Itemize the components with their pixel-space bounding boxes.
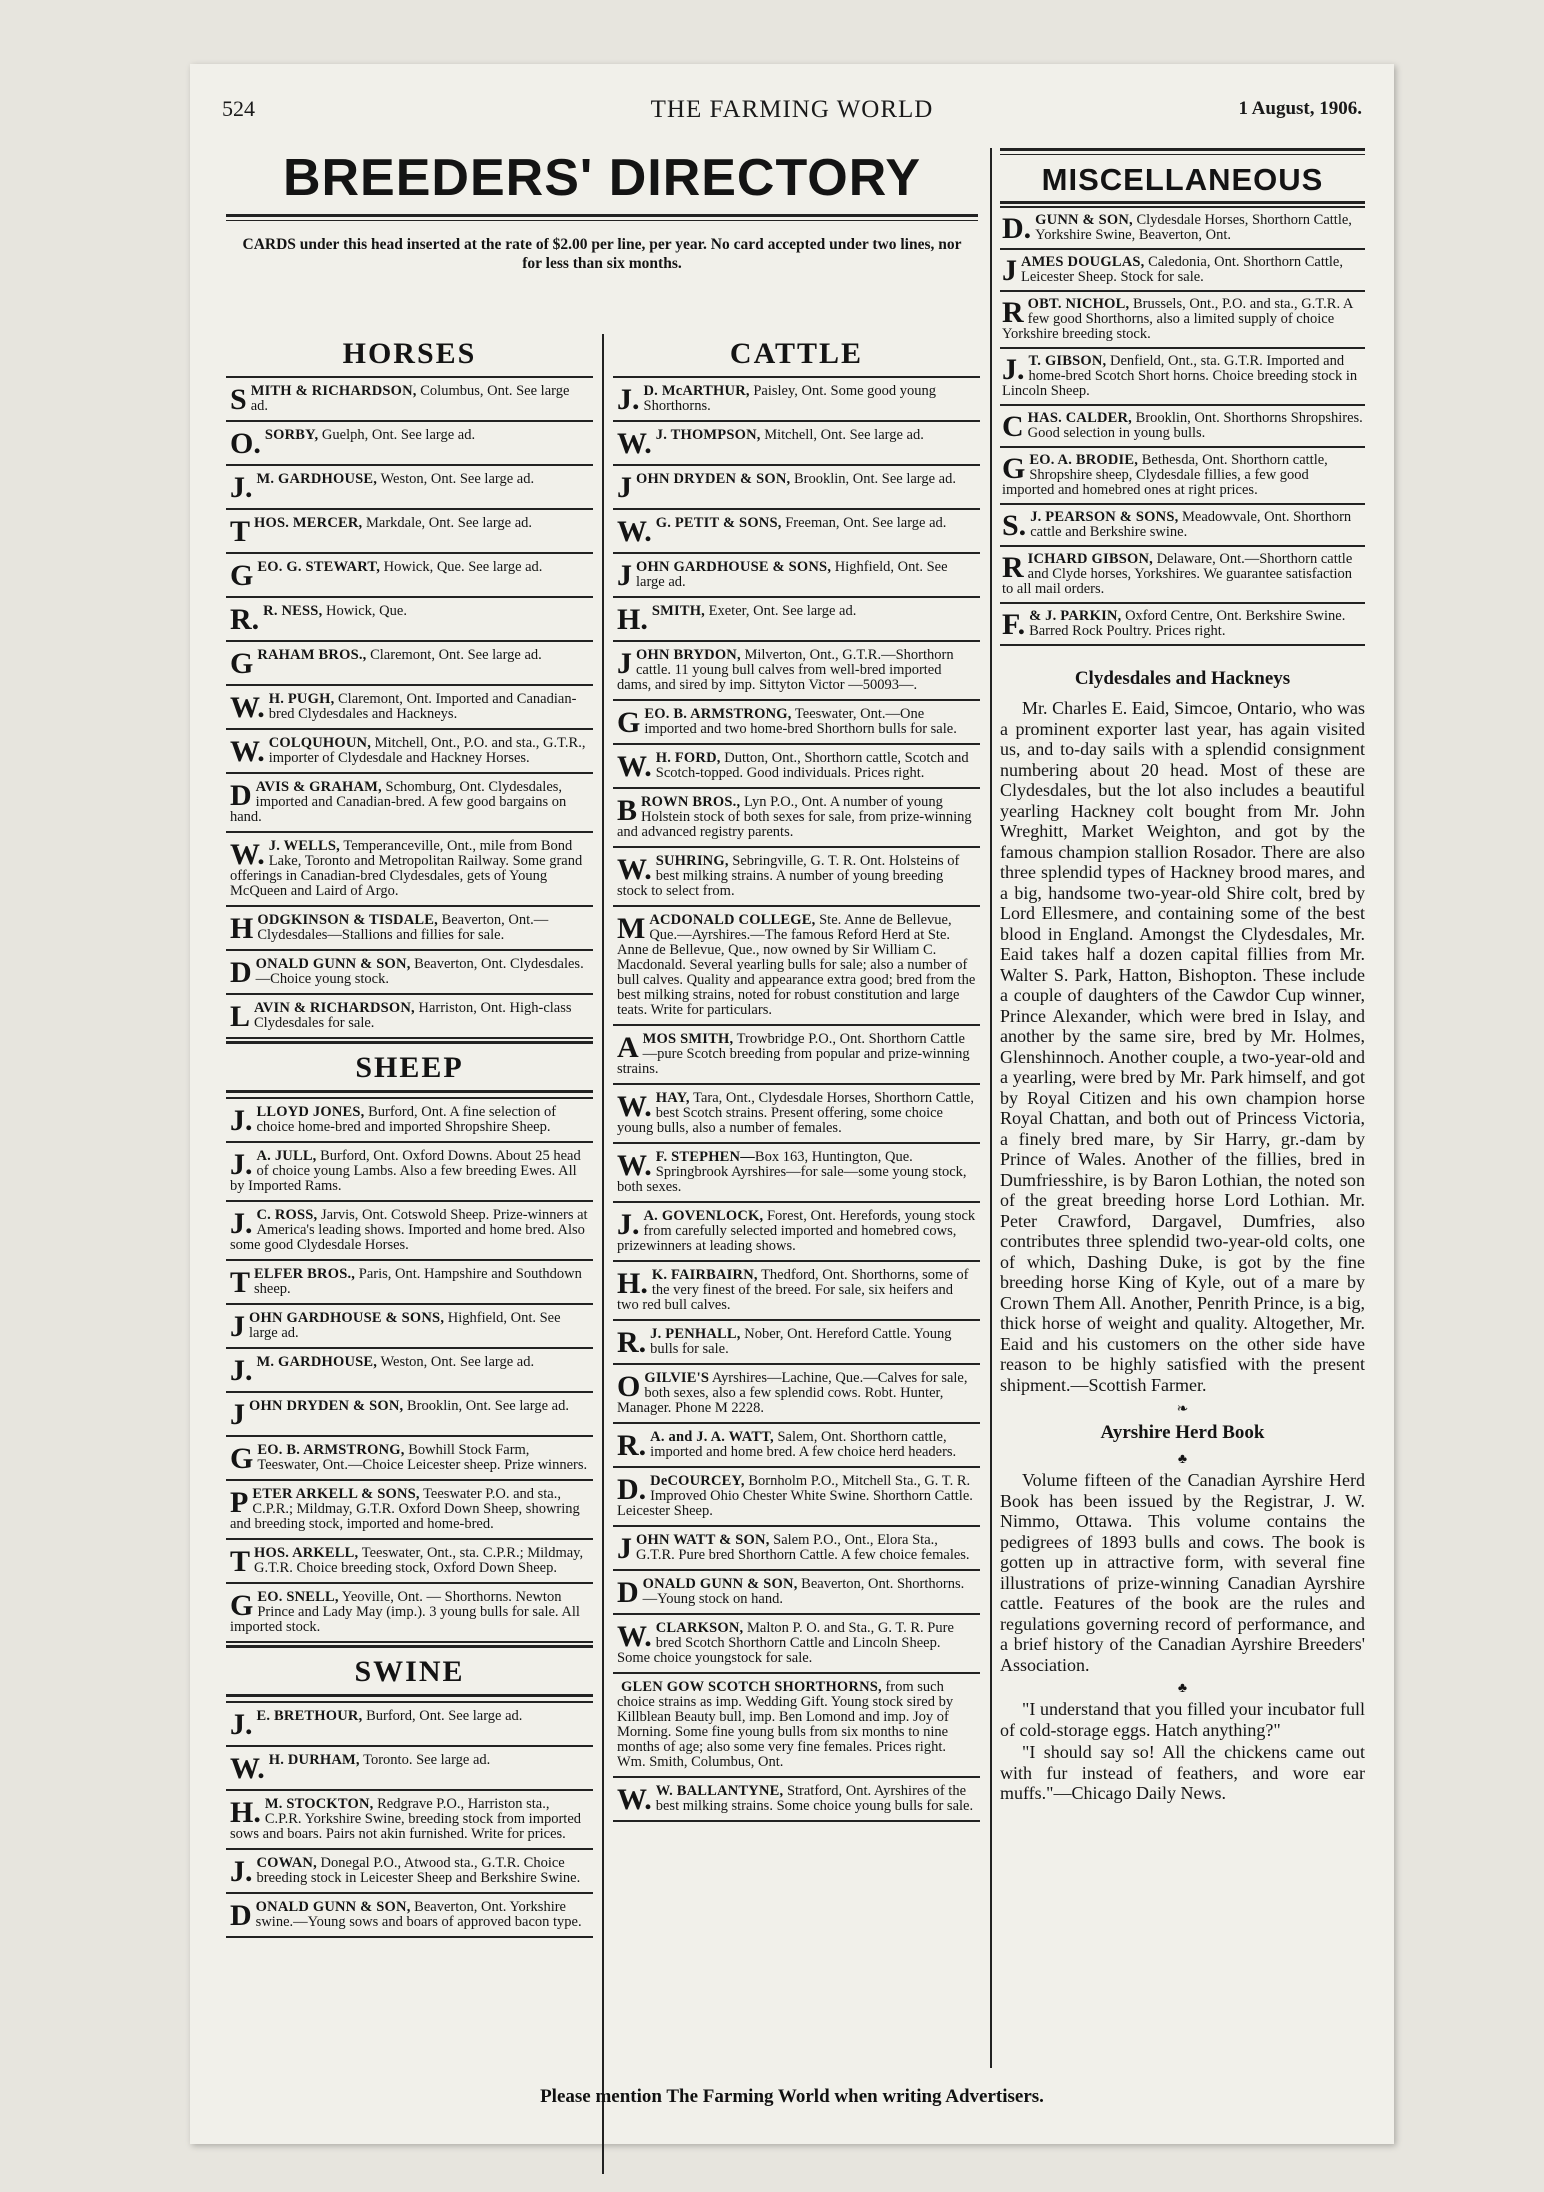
miscellaneous-column	[1000, 148, 1365, 1806]
directory-rates-note: CARDS under this head inserted at the rate of $2.00 per line, per year. No card accepted under two lines, nor for less than six months.	[242, 236, 962, 272]
ad-text: Meadowvale, Ont. Shorthorn cattle and Berkshire swine.	[1030, 509, 1352, 540]
horses-ad	[226, 422, 593, 466]
ad-initial: D.	[617, 1473, 647, 1506]
cattle-ad	[613, 1321, 980, 1365]
ad-initial: R.	[230, 603, 260, 636]
ad-name: M. STOCKTON,	[264, 1796, 374, 1812]
ad-name: OHN WATT & SON,	[636, 1532, 770, 1548]
cattle-ad	[613, 789, 980, 848]
cattle-ad	[613, 1026, 980, 1085]
ad-initial: T	[230, 1545, 251, 1578]
ad-name: ONALD GUNN & SON,	[642, 1576, 798, 1592]
ornament-icon: ❧	[1176, 1402, 1189, 1417]
miscellaneous-heading: MISCELLANEOUS	[1000, 161, 1365, 204]
column-divider-main	[990, 148, 992, 2068]
ad-initial: J.	[617, 1208, 640, 1241]
cattle-ad	[613, 598, 980, 642]
ad-initial: G	[230, 559, 254, 592]
horses-ads	[226, 376, 593, 1039]
ad-text: Howick, Que.	[322, 603, 407, 619]
ad-text: Beaverton, Ont. Yorkshire swine.—Young sows and boars of approved bacon type.	[255, 1899, 582, 1930]
ad-text: Weston, Ont. See large ad.	[377, 1354, 535, 1370]
ad-name: M. GARDHOUSE,	[256, 471, 378, 487]
ad-name: EO. A. BRODIE,	[1029, 452, 1139, 468]
ad-initial: R.	[617, 1326, 647, 1359]
cattle-ads	[613, 376, 980, 1822]
ad-initial: G	[1002, 452, 1026, 485]
ad-name: MITH & RICHARDSON,	[250, 383, 417, 399]
sheep-heading: SHEEP	[226, 1041, 593, 1093]
cattle-ad	[613, 1571, 980, 1615]
ad-name: ONALD GUNN & SON,	[255, 1899, 411, 1915]
ad-initial: W.	[617, 750, 652, 783]
breeders-directory	[226, 148, 978, 1932]
title-rule	[226, 214, 978, 221]
ad-text: Stratford, Ont. Ayrshires of the best milking strains. Some choice young bulls for sale.	[655, 1783, 974, 1814]
horses-ad	[226, 376, 593, 422]
swine-heading: SWINE	[226, 1645, 593, 1697]
ad-name: ROWN BROS.,	[641, 794, 741, 810]
ad-name: & J. PARKIN,	[1029, 608, 1122, 624]
anecdote-question: "I understand that you filled your incubator full of cold-storage eggs. Hatch anything?"	[1000, 1699, 1365, 1740]
ad-name: AVIN & RICHARDSON,	[254, 1000, 415, 1016]
issue-date: 1 August, 1906.	[1238, 98, 1362, 119]
cattle-ad	[613, 701, 980, 745]
cattle-ad	[613, 1424, 980, 1468]
ad-text: Bornholm P.O., Mitchell Sta., G. T. R. Improved Ohio Chester White Swine. Shorthorn Cattle. Leicester Sheep.	[617, 1473, 973, 1519]
ad-initial: B	[617, 794, 638, 827]
ad-initial: C	[1002, 410, 1024, 443]
ad-text: Donegal P.O., Atwood sta., G.T.R. Choice breeding stock in Leicester Sheep and Berkshire Swine.	[256, 1855, 581, 1886]
ornament-icon-small: ♣	[1177, 1452, 1188, 1467]
ad-text: Teeswater P.O. and sta., C.P.R.; Mildmay, G.T.R. Oxford Down Sheep, showring and breeding stock, imported and home-bred.	[230, 1486, 580, 1532]
ad-initial: J.	[230, 1104, 253, 1137]
ad-name: EO. B. ARMSTRONG,	[257, 1442, 405, 1458]
ad-initial: J.	[230, 1855, 253, 1888]
ad-initial: J.	[1002, 353, 1025, 386]
ad-name: E. BRETHOUR,	[256, 1708, 363, 1724]
ad-initial: H.	[230, 1796, 261, 1829]
ad-initial: W.	[230, 691, 265, 724]
ad-initial: J.	[230, 1148, 253, 1181]
cattle-ad	[613, 1262, 980, 1321]
ad-text: Clydesdale Horses, Shorthorn Cattle, Yorkshire Swine, Beaverton, Ont.	[1035, 212, 1352, 243]
ad-text: Forest, Ont. Herefords, young stock from carefully selected imported and homebred cows, prizewinners at leading shows.	[617, 1208, 976, 1254]
ad-text: Jarvis, Ont. Cotswold Sheep. Prize-winners at America's leading shows. Imported and home bred. Also some good Clydesdale Horses.	[230, 1207, 588, 1253]
ad-initial: L	[230, 1000, 251, 1033]
article-clydesdales-title: Clydesdales and Hackneys	[1074, 668, 1291, 689]
ad-text: Brooklin, Ont. Shorthorns Shropshires. Good selection in young bulls.	[1027, 410, 1363, 441]
ad-name: ONALD GUNN & SON,	[255, 956, 411, 972]
newspaper-page	[190, 64, 1394, 2144]
ad-name: CLARKSON,	[655, 1620, 744, 1636]
ad-name: G. PETIT & SONS,	[655, 515, 782, 531]
miscellaneous-ad	[1000, 250, 1365, 292]
horses-ad	[226, 554, 593, 598]
ad-text: Salem P.O., Ont., Elora Sta., G.T.R. Pure bred Shorthorn Cattle. A few choice females.	[636, 1532, 970, 1563]
cattle-ad	[613, 466, 980, 510]
ad-text: Sebringville, G. T. R. Ont. Holsteins of best milking strains. A number of young breeding stock to select from.	[617, 853, 960, 899]
ad-initial: A	[617, 1031, 639, 1064]
ad-name: HAY,	[655, 1090, 690, 1106]
cattle-ad	[613, 1203, 980, 1262]
misc-top-rule	[1000, 148, 1365, 155]
ad-initial: P	[230, 1486, 249, 1519]
sheep-ad	[226, 1393, 593, 1437]
horses-heading: HORSES	[342, 337, 477, 370]
ad-text: Nober, Ont. Hereford Cattle. Young bulls for sale.	[650, 1326, 952, 1357]
ad-text: Burford, Ont. A fine selection of choice home-bred and imported Shropshire Sheep.	[256, 1104, 557, 1135]
ad-initial: R.	[617, 1429, 647, 1462]
ad-name: AMES DOUGLAS,	[1021, 254, 1145, 270]
ad-initial: W.	[617, 1620, 652, 1653]
ad-text: Paisley, Ont. Some good young Shorthorns.	[643, 383, 937, 414]
ad-name: LLOYD JONES,	[256, 1104, 365, 1120]
ad-initial: R	[1002, 296, 1024, 329]
miscellaneous-ads	[1000, 206, 1365, 646]
ad-initial: G	[230, 647, 254, 680]
ad-name: M. GARDHOUSE,	[256, 1354, 378, 1370]
article-clydesdales-body: Mr. Charles E. Eaid, Simcoe, Ontario, who was a prominent exporter last year, has again visited us, and to-day sails with a splendid consignment numbering about 20 head. Most of these are Clydesdales, but the lot also includes a beautiful yearling Hackney colt bought from Mr. John Wreghitt, Market Weighton, and got by the famous champion stallion Rosador. There are also three splendid types of Hackney brood mares, and a big, handsome two-year-old Shire colt, bred by Lord Ellesmere, and containing some of the best blood in England. Amongst the Clydesdales, Mr. Eaid takes half a dozen capital fillies from Mr. Walter S. Park, Hatton, Bishopton. These include a couple of daughters of the Cawdor Cup winner, Prince Alexander, which were bred in Islay, and another by the same sire, bred by Mr. Holmes, Glenshinnoch. Another couple, a two-year-old and a yearling, were bred by Mr. Park himself, and got by Royal Citizen and his own champion horse Royal Chattan, and both out of Princess Victoria, a finely bred mare, by Sir Harry, gr.-dam by Prince of Wales. Another of the fillies, bred in Dumfriesshire, is by Baron Lothian, the noted son of the great breeding horse Lord Lothian. Mr. Peter Crawford, Dargavel, Dumfries, also contributes three splendid two-year-old colts, one of which, Dashing Duke, is got by the fine breeding horse King of Kyle, out of a mare by Crown Them All. Another, Penrith Prince, is a big, thick horse of weight and quality. Altogether, Mr. Eaid and his customers on the other side have reason to be highly satisfied with the present shipment.—Scottish Farmer.	[1000, 698, 1365, 1395]
ad-initial: D	[230, 956, 252, 989]
ad-initial: D	[617, 1576, 639, 1609]
ad-initial: J	[617, 647, 632, 680]
ad-text: Mitchell, Ont. See large ad.	[760, 427, 924, 443]
ad-text: Paris, Ont. Hampshire and Southdown sheep.	[254, 1266, 582, 1297]
ad-text: Delaware, Ont.—Shorthorn cattle and Clyde horses, Yorkshires. We guarantee satisfaction to all mail orders.	[1002, 551, 1353, 597]
ad-name: F. STEPHEN—	[655, 1149, 755, 1165]
ad-initial: S.	[1002, 509, 1027, 542]
ad-text: Claremont, Ont. See large ad.	[366, 647, 542, 663]
ad-name: SMITH,	[651, 603, 706, 619]
page-footer: Please mention The Farming World when writing Advertisers.	[540, 2086, 1044, 2107]
ad-name: EO. B. ARMSTRONG,	[644, 706, 792, 722]
ad-name: EO. SNELL,	[257, 1589, 339, 1605]
ad-name: A. and J. A. WATT,	[650, 1429, 774, 1445]
horses-ad	[226, 833, 593, 907]
ad-name: RAHAM BROS.,	[257, 647, 367, 663]
ad-text: Trowbridge P.O., Ont. Shorthorn Cattle—pure Scotch breeding from popular and prize-winning strains.	[617, 1031, 970, 1077]
ad-name: C. ROSS,	[256, 1207, 318, 1223]
ad-initial: W.	[617, 427, 652, 460]
ad-name: ELFER BROS.,	[254, 1266, 356, 1282]
swine-ad	[226, 1894, 593, 1938]
ad-text: Beaverton, Ont. Clydesdales.—Choice young stock.	[255, 956, 584, 987]
ad-text: Oxford Centre, Ont. Berkshire Swine. Barred Rock Poultry. Prices right.	[1029, 608, 1346, 639]
ad-initial: R	[1002, 551, 1024, 584]
cattle-ad	[613, 376, 980, 422]
ad-initial: J.	[230, 1708, 253, 1741]
sheep-ad	[226, 1202, 593, 1261]
cattle-ad	[613, 1674, 980, 1778]
miscellaneous-ad	[1000, 505, 1365, 547]
horses-ad	[226, 510, 593, 554]
ad-name: GUNN & SON,	[1035, 212, 1133, 228]
ad-text: Dutton, Ont., Shorthorn cattle, Scotch and Scotch-topped. Good individuals. Prices right.	[655, 750, 969, 781]
swine-ad	[226, 1747, 593, 1791]
ad-text: Ste. Anne de Bellevue, Que.—Ayrshires.—The famous Reford Herd at Ste. Anne de Bellevue, Que., now owned by Sir William C. Macdonald. Several yearling bulls for sale; also a number of bull calves. Quality and appearance extra good; bred from the best milking strains, noted for robust constitution and large teats. Write for particulars.	[617, 912, 976, 1018]
ad-text: Exeter, Ont. See large ad.	[705, 603, 857, 619]
ad-name: J. PENHALL,	[650, 1326, 741, 1342]
ad-text: Toronto. See large ad.	[359, 1752, 491, 1768]
left-column	[226, 334, 593, 1938]
horses-ad	[226, 774, 593, 833]
ad-initial: H.	[617, 1267, 648, 1300]
ad-text: Bowhill Stock Farm, Teeswater, Ont.—Choice Leicester sheep. Prize winners.	[257, 1442, 588, 1473]
horses-ad	[226, 995, 593, 1039]
ad-text: Burford, Ont. Oxford Downs. About 25 head of choice young Lambs. Also a few breeding Ewes. All by Imported Rams.	[230, 1148, 581, 1194]
ad-initial: J	[617, 559, 632, 592]
ad-name: DeCOURCEY,	[650, 1473, 745, 1489]
ad-initial: D	[230, 1899, 252, 1932]
ad-name: K. FAIRBAIRN,	[651, 1267, 758, 1283]
ad-text: Weston, Ont. See large ad.	[377, 471, 535, 487]
ad-initial: G	[230, 1442, 254, 1475]
ad-name: A. JULL,	[256, 1148, 317, 1164]
sheep-ad	[226, 1481, 593, 1540]
horses-ad	[226, 907, 593, 951]
journal-title: THE FARMING WORLD	[650, 96, 934, 123]
ad-initial: O	[617, 1370, 641, 1403]
ad-name: OHN DRYDEN & SON,	[636, 471, 791, 487]
cattle-heading: CATTLE	[729, 337, 864, 370]
sheep-ad	[226, 1584, 593, 1643]
horses-ad	[226, 466, 593, 510]
right-column	[613, 334, 980, 1822]
sheep-ad	[226, 1261, 593, 1305]
ad-initial: W.	[617, 1783, 652, 1816]
ad-initial: J.	[230, 471, 253, 504]
ad-text: Freeman, Ont. See large ad.	[781, 515, 947, 531]
ad-text: Bethesda, Ont. Shorthorn cattle, Shropshire sheep, Clydesdale fillies, a few good imported and homebred ones at right prices.	[1002, 452, 1328, 498]
ad-initial: J	[1002, 254, 1017, 287]
miscellaneous-ad	[1000, 448, 1365, 505]
ad-name: HAS. CALDER,	[1027, 410, 1132, 426]
ad-initial: J	[230, 1398, 245, 1431]
ad-name: AVIS & GRAHAM,	[255, 779, 382, 795]
ad-initial: T	[230, 1266, 251, 1299]
ad-name: GILVIE'S	[644, 1370, 710, 1386]
ad-text: Teeswater, Ont.—One imported and two home-bred Shorthorn bulls for sale.	[644, 706, 957, 737]
swine-ad	[226, 1791, 593, 1850]
ad-text: Beaverton, Ont.—Clydesdales—Stallions and fillies for sale.	[257, 912, 549, 943]
article-ayrshire-body: Volume fifteen of the Canadian Ayrshire Herd Book has been issued by the Registrar, J. W. Nimmo, Ottawa. This volume contains the pedigrees of 1893 bulls and cows. The book is gotten up in attractive form, with several fine illustrations of prize-winning Canadian Ayrshire cattle. Features of the book are the rules and regulations governing record of performance, and a brief history of the Canadian Ayrshire Breeders' Association.	[1000, 1470, 1365, 1675]
ad-text: Teeswater, Ont., sta. C.P.R.; Mildmay, G.T.R. Choice breeding stock, Oxford Down Sheep.	[254, 1545, 584, 1576]
cattle-ad	[613, 1085, 980, 1144]
ad-initial: S	[230, 383, 247, 416]
ad-text: Howick, Que. See large ad.	[380, 559, 543, 575]
ad-name: ETER ARKELL & SONS,	[252, 1486, 420, 1502]
ad-initial: D.	[1002, 212, 1032, 245]
ad-initial: W.	[230, 1752, 265, 1785]
sheep-ad	[226, 1437, 593, 1481]
page-header	[222, 96, 1362, 130]
horses-ad	[226, 730, 593, 774]
ad-text: Lyn P.O., Ont. A number of young Holstein stock of both sexes for sale, from prize-winning and advanced registry parents.	[617, 794, 972, 840]
sheep-ad	[226, 1540, 593, 1584]
ad-initial: W.	[230, 735, 265, 768]
ad-text: Columbus, Ont. See large ad.	[250, 383, 570, 414]
ad-name: GLEN GOW SCOTCH SHORTHORNS,	[621, 1679, 882, 1695]
cattle-ad	[613, 1468, 980, 1527]
horses-ad	[226, 951, 593, 995]
ad-text: Highfield, Ont. See large ad.	[636, 559, 948, 590]
ad-text: Brooklin, Ont. See large ad.	[403, 1398, 569, 1414]
ad-name: J. THOMPSON,	[655, 427, 761, 443]
ad-initial: F.	[1002, 608, 1026, 641]
ad-name: MOS SMITH,	[642, 1031, 734, 1047]
horses-ad	[226, 642, 593, 686]
ad-name: J. PEARSON & SONS,	[1030, 509, 1179, 525]
ad-text: Malton P. O. and Sta., G. T. R. Pure bred Scotch Shorthorn Cattle and Lincoln Sheep. Some choice youngstock for sale.	[617, 1620, 954, 1666]
ad-initial: W.	[617, 1149, 652, 1182]
cattle-ad	[613, 1365, 980, 1424]
ad-initial: J	[230, 1310, 245, 1343]
ad-name: OHN DRYDEN & SON,	[249, 1398, 404, 1414]
sheep-ad	[226, 1305, 593, 1349]
ad-name: EO. G. STEWART,	[257, 559, 381, 575]
ad-text: Salem, Ont. Shorthorn cattle, imported and home bred. A few choice herd headers.	[650, 1429, 957, 1460]
ad-name: J. WELLS,	[268, 838, 340, 854]
ad-initial: M	[617, 912, 646, 945]
miscellaneous-ad	[1000, 547, 1365, 604]
ad-text: Beaverton, Ont. Shorthorns.—Young stock on hand.	[642, 1576, 965, 1607]
ad-text: Tara, Ont., Clydesdale Horses, Shorthorn Cattle, best Scotch strains. Present offering, some choice young bulls, also a number of females.	[617, 1090, 974, 1136]
horses-ad	[226, 598, 593, 642]
sheep-ad	[226, 1349, 593, 1393]
cattle-ad	[613, 642, 980, 701]
ad-text: Milverton, Ont., G.T.R.—Shorthorn cattle. 11 young bull calves from well-bred imported dams, and sired by imp. Sittyton Victor —50093—.	[617, 647, 954, 693]
anecdote-answer: "I should say so! All the chickens came out with fur instead of feathers, and wore ear muffs."—Chicago Daily News.	[1000, 1742, 1365, 1803]
horses-ad	[226, 686, 593, 730]
ad-name: OHN BRYDON,	[636, 647, 741, 663]
cattle-ad	[613, 907, 980, 1026]
ad-initial: G	[617, 706, 641, 739]
ad-text: Burford, Ont. See large ad.	[362, 1708, 523, 1724]
cattle-ad	[613, 745, 980, 789]
ad-initial: J	[617, 1532, 632, 1565]
ad-name: SUHRING,	[655, 853, 729, 869]
article-ayrshire-title: Ayrshire Herd Book	[1100, 1422, 1265, 1443]
ad-name: D. McARTHUR,	[643, 383, 750, 399]
ad-name: A. GOVENLOCK,	[643, 1208, 764, 1224]
miscellaneous-ad	[1000, 349, 1365, 406]
miscellaneous-ad	[1000, 206, 1365, 250]
ad-initial: T	[230, 515, 251, 548]
ad-initial: O.	[230, 427, 261, 460]
ad-text: Markdale, Ont. See large ad.	[362, 515, 533, 531]
directory-title: BREEDERS' DIRECTORY	[282, 149, 922, 207]
ad-name: H. PUGH,	[268, 691, 335, 707]
swine-ad	[226, 1850, 593, 1894]
ad-text: Redgrave P.O., Harriston sta., C.P.R. Yorkshire Swine, breeding stock from imported sows and boars. Pairs not akin furnished. Write for prices.	[230, 1796, 582, 1842]
sheep-ads	[226, 1097, 593, 1643]
swine-ads	[226, 1701, 593, 1938]
ad-initial: J.	[230, 1207, 253, 1240]
ad-text: Caledonia, Ont. Shorthorn Cattle, Leicester Sheep. Stock for sale.	[1021, 254, 1343, 285]
ad-name: OBT. NICHOL,	[1027, 296, 1130, 312]
ad-text: Highfield, Ont. See large ad.	[249, 1310, 561, 1341]
ornament-icon-divider: ♣	[1177, 1681, 1188, 1696]
cattle-ad	[613, 554, 980, 598]
ad-initial: J.	[230, 1354, 253, 1387]
ad-initial: W.	[617, 1090, 652, 1123]
sheep-ad	[226, 1143, 593, 1202]
ad-name: W. BALLANTYNE,	[655, 1783, 784, 1799]
ad-text: Schomburg, Ont. Clydesdales, imported and Canadian-bred. A few good bargains on hand.	[230, 779, 567, 825]
ad-text: Brooklin, Ont. See large ad.	[790, 471, 956, 487]
ad-name: ODGKINSON & TISDALE,	[257, 912, 438, 928]
ad-text: Claremont, Ont. Imported and Canadian-bred Clydesdales and Hackneys.	[268, 691, 577, 722]
miscellaneous-ad	[1000, 292, 1365, 349]
ad-text: Temperanceville, Ont., mile from Bond Lake, Toronto and Metropolitan Railway. Some grand offerings in Canadian-bred Clydesdales, gets of Young McQueen and Laird of Argo.	[230, 838, 583, 899]
ad-name: R. NESS,	[263, 603, 323, 619]
ad-initial: J	[617, 471, 632, 504]
swine-ad	[226, 1701, 593, 1747]
ad-text: Yeoville, Ont. — Shorthorns. Newton Prince and Lady May (imp.). 3 young bulls for sale. All imported stock.	[230, 1589, 580, 1635]
ad-name: COWAN,	[256, 1855, 317, 1871]
cattle-ad	[613, 510, 980, 554]
ad-text: from such choice strains as imp. Wedding Gift. Young stock sired by Killblean Beauty bull, imp. Ben Lomond and imp. Joy of Morning. Some fine young bulls from six months to nine months of age; also some very fine females. Prices right. Wm. Smith, Columbus, Ont.	[617, 1679, 954, 1770]
page-number: 524	[222, 96, 255, 121]
ad-initial: W.	[617, 853, 652, 886]
ad-text: Harriston, Ont. High-class Clydesdales for sale.	[254, 1000, 572, 1031]
ad-text: Guelph, Ont. See large ad.	[318, 427, 476, 443]
cattle-ad	[613, 1527, 980, 1571]
ad-initial: H	[230, 912, 254, 945]
ad-name: H. DURHAM,	[268, 1752, 360, 1768]
ad-initial: J.	[617, 383, 640, 416]
ad-initial: W.	[617, 515, 652, 548]
cattle-ad	[613, 848, 980, 907]
ad-name: ACDONALD COLLEGE,	[649, 912, 816, 928]
ad-text: Denfield, Ont., sta. G.T.R. Imported and home-bred Scotch Short horns. Choice breeding stock in Lincoln Sheep.	[1002, 353, 1358, 399]
ad-name: OHN GARDHOUSE & SONS,	[636, 559, 832, 575]
ad-initial: W.	[230, 838, 265, 871]
ad-name: T. GIBSON,	[1028, 353, 1107, 369]
miscellaneous-ad	[1000, 604, 1365, 646]
cattle-ad	[613, 422, 980, 466]
ad-name: COLQUHOUN,	[268, 735, 372, 751]
ad-text: Brussels, Ont., P.O. and sta., G.T.R. A few good Shorthorns, also a limited supply of choice Yorkshire breeding stock.	[1002, 296, 1353, 342]
ad-text: Thedford, Ont. Shorthorns, some of the very finest of the breed. For sale, six heifers and two red bull calves.	[617, 1267, 969, 1313]
cattle-ad	[613, 1778, 980, 1822]
ad-text: Mitchell, Ont., P.O. and sta., G.T.R., importer of Clydesdale and Hackney Horses.	[268, 735, 586, 766]
sheep-ad	[226, 1097, 593, 1143]
ad-name: SORBY,	[264, 427, 319, 443]
column-divider	[602, 334, 604, 2174]
cattle-ad	[613, 1144, 980, 1203]
ad-name: OHN GARDHOUSE & SONS,	[249, 1310, 445, 1326]
ad-name: H. FORD,	[655, 750, 721, 766]
ad-initial: H.	[617, 603, 648, 636]
ad-name: HOS. ARKELL,	[254, 1545, 359, 1561]
ad-text: Ayrshires—Lachine, Que.—Calves for sale, both sexes, also a few splendid cows. Robt. Hunter, Manager. Phone M 2228.	[617, 1370, 968, 1416]
cattle-ad	[613, 1615, 980, 1674]
miscellaneous-ad	[1000, 406, 1365, 448]
ad-initial: D	[230, 779, 252, 812]
ad-initial: G	[230, 1589, 254, 1622]
ad-name: HOS. MERCER,	[254, 515, 363, 531]
ad-name: ICHARD GIBSON,	[1027, 551, 1153, 567]
ad-text: Box 163, Huntington, Que. Springbrook Ayrshires—for sale—some young stock, both sexes.	[617, 1149, 967, 1195]
